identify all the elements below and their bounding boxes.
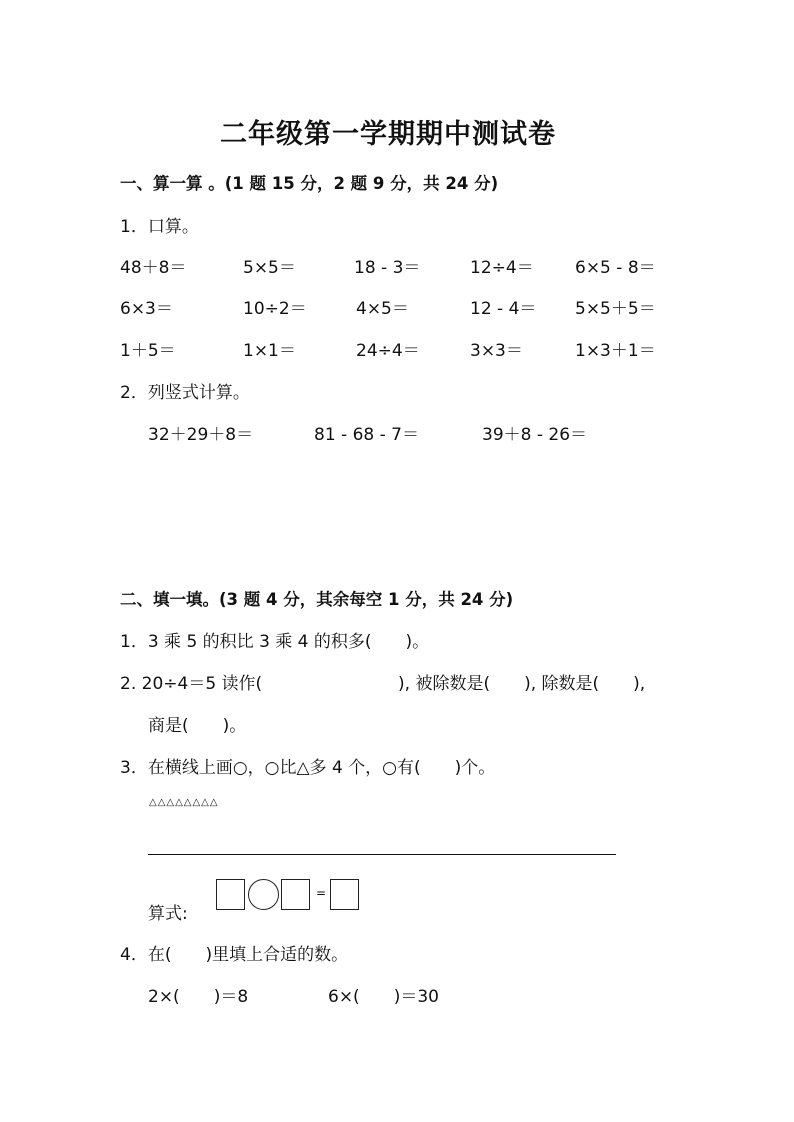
calc-item: 12÷4＝ <box>470 258 534 278</box>
s2-q2-part-b: ), 被除数是( ), 除数是( ), <box>398 674 646 694</box>
drawing-answer-line <box>148 854 616 855</box>
calc-item: 3×3＝ <box>470 341 523 361</box>
section1-heading: 一、算一算 。(1 题 15 分，2 题 9 分，共 24 分) <box>120 174 499 193</box>
calc-item: 1×1＝ <box>243 341 296 361</box>
s2-q3-label: 3．在横线上画○，○比△多 4 个，○有( )个。 <box>120 758 496 778</box>
calc-item: 24÷4＝ <box>356 341 420 361</box>
s2-q2-part-c: 商是( )。 <box>148 716 247 736</box>
calc-item: 48＋8＝ <box>120 258 187 278</box>
equals-sign: = <box>316 886 327 900</box>
operator-circle[interactable] <box>248 879 279 910</box>
calc-item: 5×5＝ <box>243 258 296 278</box>
vertical-calc-item: 32＋29＋8＝ <box>148 425 254 445</box>
triangle-row: △△△△△△△△ <box>149 797 219 808</box>
formula-label: 算式: <box>148 904 188 924</box>
calc-item: 6×3＝ <box>120 299 173 319</box>
vertical-calc-item: 39＋8 - 26＝ <box>482 425 588 445</box>
formula-box[interactable] <box>216 879 245 910</box>
calc-item: 6×5 - 8＝ <box>575 258 656 278</box>
q2-label: 2．列竖式计算。 <box>120 383 250 403</box>
s2-q4-label: 4．在( )里填上合适的数。 <box>120 945 349 965</box>
calc-item: 12 - 4＝ <box>470 299 537 319</box>
fill-blank-item: 2×( )＝8 <box>148 987 249 1007</box>
calc-item: 10÷2＝ <box>243 299 307 319</box>
formula-box[interactable] <box>281 879 310 910</box>
s2-q2-part-a: 2. 20÷4＝5 读作( <box>120 674 263 694</box>
page-title: 二年级第一学期期中测试卷 <box>220 119 556 150</box>
calc-item: 5×5＋5＝ <box>575 299 656 319</box>
vertical-calc-item: 81 - 68 - 7＝ <box>314 425 419 445</box>
calc-item: 1×3＋1＝ <box>575 341 656 361</box>
fill-blank-item: 6×( )＝30 <box>328 987 439 1007</box>
section2-heading: 二、填一填。(3 题 4 分，其余每空 1 分，共 24 分) <box>120 590 514 609</box>
calc-item: 1＋5＝ <box>120 341 176 361</box>
s2-q1: 1．3 乘 5 的积比 3 乘 4 的积多( )。 <box>120 632 430 652</box>
calc-item: 18 - 3＝ <box>354 258 421 278</box>
q1-label: 1．口算。 <box>120 217 199 237</box>
formula-box[interactable] <box>330 879 359 910</box>
calc-item: 4×5＝ <box>356 299 409 319</box>
